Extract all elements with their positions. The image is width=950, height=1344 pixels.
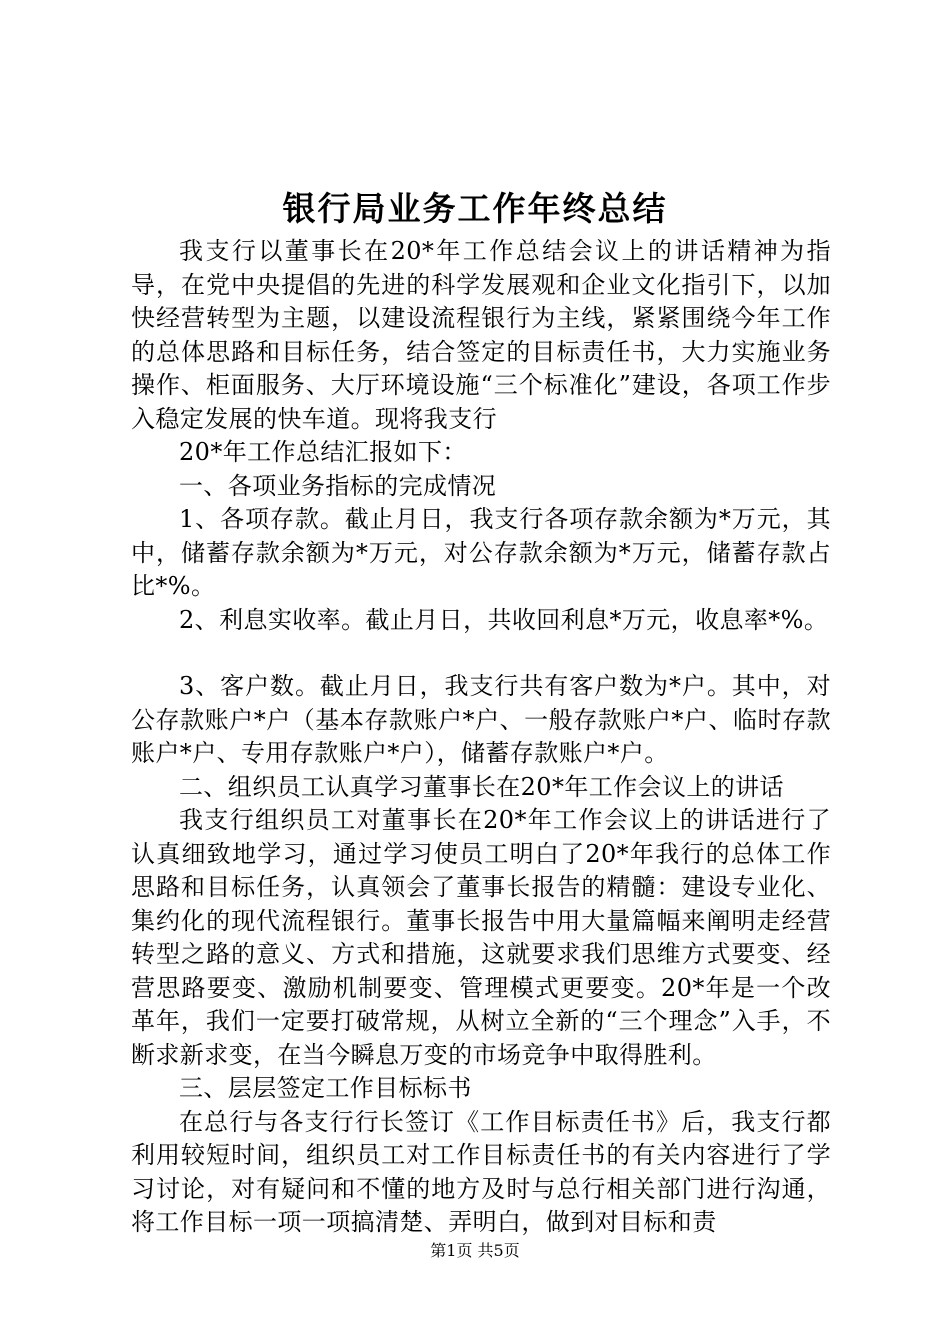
document-body [131,235,831,1240]
page-footer: 第1页 共5页 [430,1241,520,1260]
paragraph-study: 我支行组织员工对董事长在20*年工作会议上的讲话进行了认真细致地学习，通过学习使员工明白了20*年我行的总体工作思路和目标任务，认真领会了董事长报告的精髓：建设专业化、集约化的现代流程银行。董事长报告中用大量篇幅来阐明走经营转型之路的意义、方式和措施，这就要求我们思维方式要变、经营思路要变、激励机制要变、管理模式更要变。20*年是一个改革年，我们一定要打破常规，从树立全新的“三个理念”入手，不断求新求变，在当今瞬息万变的市场竞争中取得胜利。 [131,806,831,1069]
paragraph-interest: 2、利息实收率。截止月日，共收回利息*万元，收息率*%。 [179,605,829,634]
section-heading-3: 三、层层签定工作目标标书 [179,1074,472,1102]
section-heading-2: 二、组织员工认真学习董事长在20*年工作会议上的讲话 [179,772,784,801]
section-heading-1: 一、各项业务指标的完成情况 [179,471,497,500]
document-title: 银行局业务工作年终总结 [282,189,668,228]
paragraph-targets: 在总行与各支行行长签订《工作目标责任书》后，我支行都利用较短时间，组织员工对工作目标责任书的有关内容进行了学习讨论，对有疑问和不懂的地方及时与总行相关部门进行沟通，将工作目标一项一项搞清楚、弄明白，做到对目标和责 [131,1107,831,1236]
paragraph-report-lead: 20*年工作总结汇报如下： [179,438,467,466]
paragraph-customers: 3、客户数。截止月日，我支行共有客户数为*户。其中，对公存款账户*户（基本存款账户*户、一般存款账户*户、临时存款账户*户、专用存款账户*户），储蓄存款账户*户。 [131,672,831,767]
paragraph-deposits: 1、各项存款。截止月日，我支行各项存款余额为*万元，其中，储蓄存款余额为*万元，对公存款余额为*万元，储蓄存款占比*%。 [131,505,831,600]
paragraph-intro: 我支行以董事长在20*年工作总结会议上的讲话精神为指导，在党中央提倡的先进的科学发展观和企业文化指引下，以加快经营转型为主题，以建设流程银行为主线，紧紧围绕今年工作的总体思路和目标任务，结合签定的目标责任书，大力实施业务操作、柜面服务、大厅环境设施“三个标准化”建设，各项工作步入稳定发展的快车道。现将我支行 [131,237,831,433]
